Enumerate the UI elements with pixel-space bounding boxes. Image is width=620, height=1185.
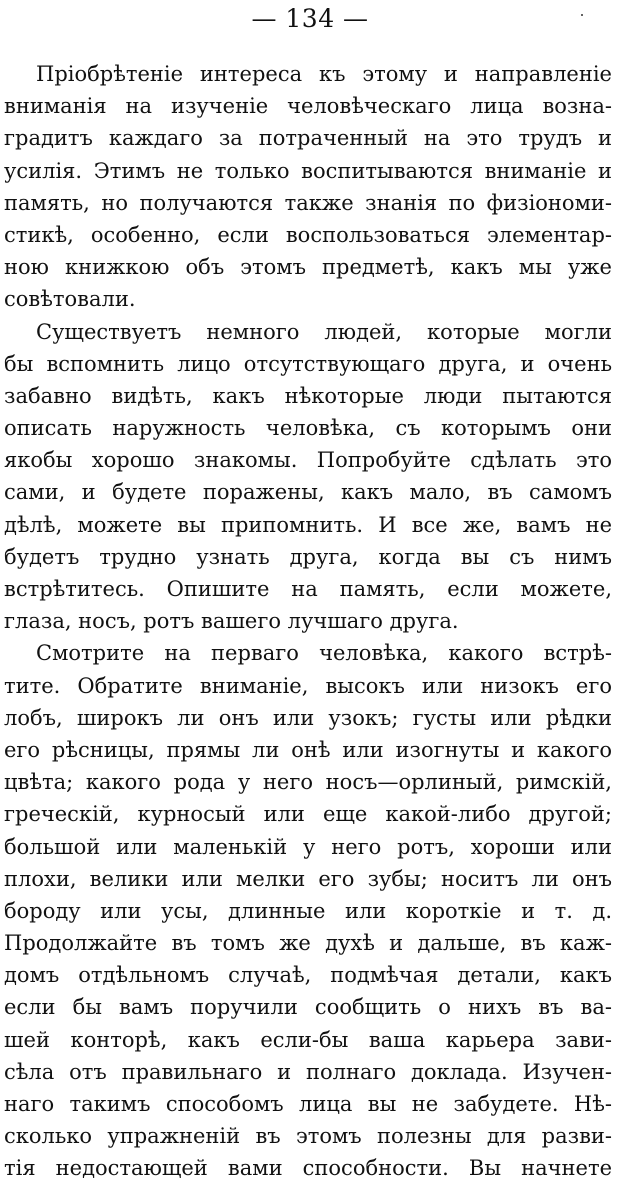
paragraph-3 [4,637,612,1184]
text-line: сами, и будете поражены, какъ мало, въ самомъ [4,480,612,505]
text-line: Существуетъ немного людей, которые могли [36,319,612,344]
text-line: наго такимъ способомъ лица вы не забудете. Нѣ- [4,1092,612,1116]
text-line: цвѣта; какого рода у него носъ—орлиный, римскій, [4,770,612,795]
text-line: стикѣ, особенно, если воспользоваться элементар- [4,222,612,247]
text-line: градитъ каждаго за потраченный на это трудъ и [4,126,612,151]
text-line: вниманія на изученіе человѣческаго лица возна- [4,94,612,119]
text-line: якобы хорошо знакомы. Попробуйте сдѣлать это [4,448,612,473]
text-line: встрѣтитесь. Опишите на память, если можете, [4,577,612,601]
text-line: описать наружность человѣка, съ которымъ они [4,416,612,441]
text-line: ною книжкою объ этомъ предметѣ, какъ мы уже [4,255,612,280]
text-line: будетъ трудно узнать друга, когда вы съ нимъ [4,544,612,569]
text-line: Смотрите на перваго человѣка, какого встрѣ- [36,641,612,666]
text-line: если бы вамъ поручили сообщить о нихъ въ ва- [4,995,612,1020]
body-text [4,58,612,1185]
text-line: тія недостающей вами способности. Вы начнете [4,1156,612,1181]
text-line: глаза, носъ, ротъ вашего лучшаго друга. [4,609,459,634]
text-line: бороду или усы, длинные или короткіе и т. д. [4,898,612,923]
text-line: Продолжайте въ томъ же духѣ и дальше, въ каж- [4,931,612,956]
text-line: сѣла отъ правильнаго и полнаго доклада. Изучен- [4,1059,612,1084]
text-line: шей конторѣ, какъ если-бы ваша карьера зави- [4,1027,612,1052]
text-line: плохи, велики или мелки его зубы; носитъ ли онъ [4,866,612,891]
text-line: тите. Обратите вниманіе, высокъ или низокъ его [4,673,612,698]
page-number: — 134 — [251,4,369,33]
text-line: греческій, курносый или еще какой-либо другой; [4,802,612,827]
paragraph-2 [4,316,612,638]
text-line: большой или маленькій у него ротъ, хороши или [4,834,612,859]
text-line: Пріобрѣтеніе интереса къ этому и направленіе [36,62,612,86]
text-line: совѣтовали. [4,287,136,312]
text-line: лобъ, широкъ ли онъ или узокъ; густы или рѣдки [4,705,612,730]
text-line: домъ отдѣльномъ случаѣ, подмѣчая детали, какъ [4,963,612,988]
text-line: дѣлѣ, можете вы припомнить. И все же, вамъ не [4,512,612,537]
text-line: сколько упражненій въ этомъ полезны для разви- [4,1124,612,1149]
print-speck [581,14,583,16]
text-line: усилія. Этимъ не только воспитываются вниманіе и [4,158,612,183]
text-line: бы вспомнить лицо отсутствующаго друга, и очень [4,351,612,376]
text-line: его рѣсницы, прямы ли онѣ или изогнуты и какого [4,737,612,762]
text-line: забавно видѣть, какъ нѣкоторые люди пытаются [4,383,612,408]
paragraph-1 [4,58,612,316]
text-line: память, но получаются также знанія по физіономи- [4,190,612,215]
